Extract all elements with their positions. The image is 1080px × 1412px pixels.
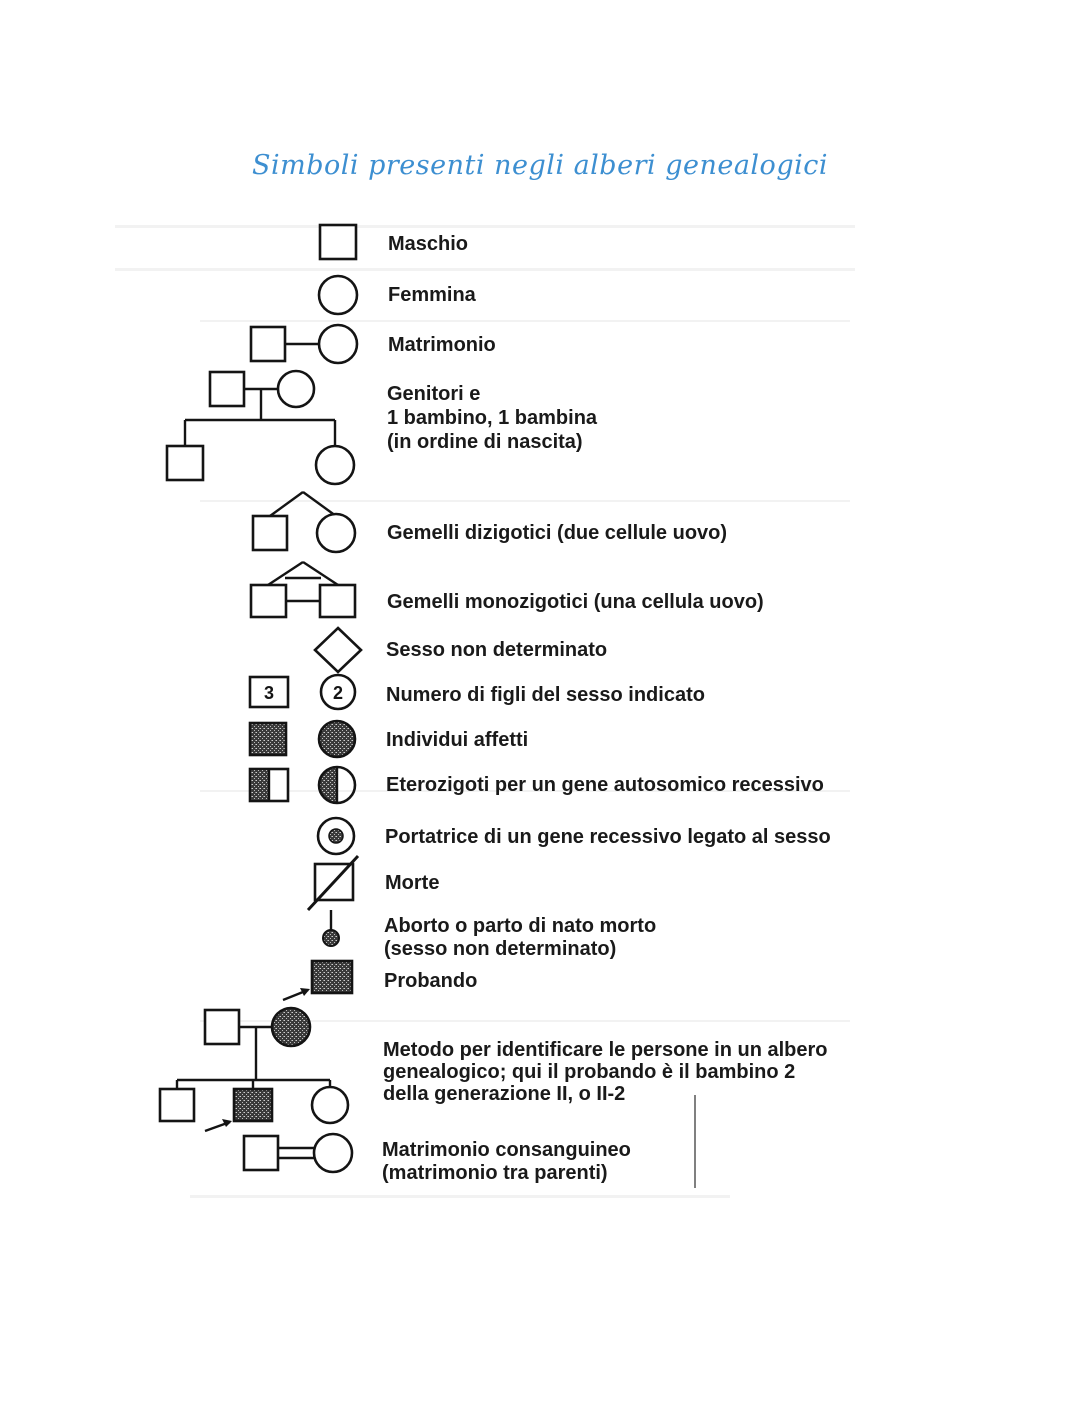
svg-text:Sesso non determinato: Sesso non determinato xyxy=(386,639,608,661)
label-dizygotic-twins xyxy=(387,522,727,544)
label-abortion xyxy=(384,915,656,960)
label-affected xyxy=(386,729,528,751)
label-identification-method xyxy=(383,1039,828,1105)
label-monozygotic-twins xyxy=(387,591,764,613)
affected-symbol xyxy=(250,721,355,757)
svg-text:Numero di figli del sesso indi: Numero di figli del sesso indicato xyxy=(386,684,705,706)
parents-children-symbol xyxy=(167,371,354,484)
label-number-of-children xyxy=(386,684,705,706)
svg-text:Metodo per identificare le per: Metodo per identificare le persone in un albero xyxy=(383,1039,828,1061)
identification-pedigree-symbol xyxy=(160,1008,348,1131)
consanguineous-marriage-symbol xyxy=(244,1134,352,1172)
svg-text:Eterozigoti per un gene autoso: Eterozigoti per un gene autosomico recessivo xyxy=(386,774,824,796)
label-male xyxy=(388,233,468,255)
abortion-symbol xyxy=(323,910,339,946)
male-symbol xyxy=(320,225,356,259)
svg-text:Matrimonio consanguineo: Matrimonio consanguineo xyxy=(382,1139,631,1161)
proband-symbol xyxy=(283,961,352,1000)
svg-text:(sesso non determinato): (sesso non determinato) xyxy=(384,938,617,960)
svg-text:Portatrice di un gene recessiv: Portatrice di un gene recessivo legato al sesso xyxy=(385,826,831,848)
svg-text:Gemelli dizigotici (due cellul: Gemelli dizigotici (due cellule uovo) xyxy=(387,522,728,544)
svg-text:Matrimonio: Matrimonio xyxy=(388,334,496,356)
female-symbol xyxy=(319,276,357,314)
marriage-symbol xyxy=(251,325,357,363)
carrier-symbol xyxy=(318,818,354,854)
svg-text:Individui affetti: Individui affetti xyxy=(386,729,529,751)
label-marriage xyxy=(388,334,496,356)
svg-text:(in ordine di nascita): (in ordine di nascita) xyxy=(387,431,583,453)
label-x-linked-carrier xyxy=(385,826,831,848)
label-heterozygotes xyxy=(386,774,824,796)
label-female xyxy=(388,284,477,306)
svg-text:Aborto o parto di nato morto: Aborto o parto di nato morto xyxy=(384,915,657,937)
svg-text:Genitori e: Genitori e xyxy=(387,383,481,405)
svg-text:(matrimonio tra parenti): (matrimonio tra parenti) xyxy=(382,1162,608,1184)
death-symbol xyxy=(308,856,358,910)
undetermined-sex-symbol xyxy=(315,628,361,672)
svg-text:genealogico; qui il probando è: genealogico; qui il probando è il bambino 2 xyxy=(383,1061,796,1083)
male-count: 3 xyxy=(263,683,275,703)
female-count: 2 xyxy=(332,683,344,703)
svg-text:Maschio: Maschio xyxy=(388,233,469,255)
svg-text:Femmina: Femmina xyxy=(388,284,476,306)
svg-text:1 bambino, 1 bambina: 1 bambino, 1 bambina xyxy=(387,407,598,429)
number-of-children-symbol xyxy=(250,675,355,709)
label-proband xyxy=(384,970,477,992)
monozygotic-twins-symbol xyxy=(251,562,355,617)
heterozygote-symbol xyxy=(250,767,355,803)
label-consanguineous-marriage xyxy=(382,1139,631,1184)
label-parents-children xyxy=(387,383,598,453)
svg-text:Gemelli monozigotici (una cell: Gemelli monozigotici (una cellula uovo) xyxy=(387,591,764,613)
svg-text:Probando: Probando xyxy=(384,970,478,992)
label-death xyxy=(385,872,439,894)
label-undetermined-sex xyxy=(386,639,607,661)
page-title: Simboli presenti negli alberi genealogici xyxy=(251,150,828,181)
svg-text:Morte: Morte xyxy=(385,872,440,894)
svg-text:della generazione II, o II-2: della generazione II, o II-2 xyxy=(383,1083,626,1105)
